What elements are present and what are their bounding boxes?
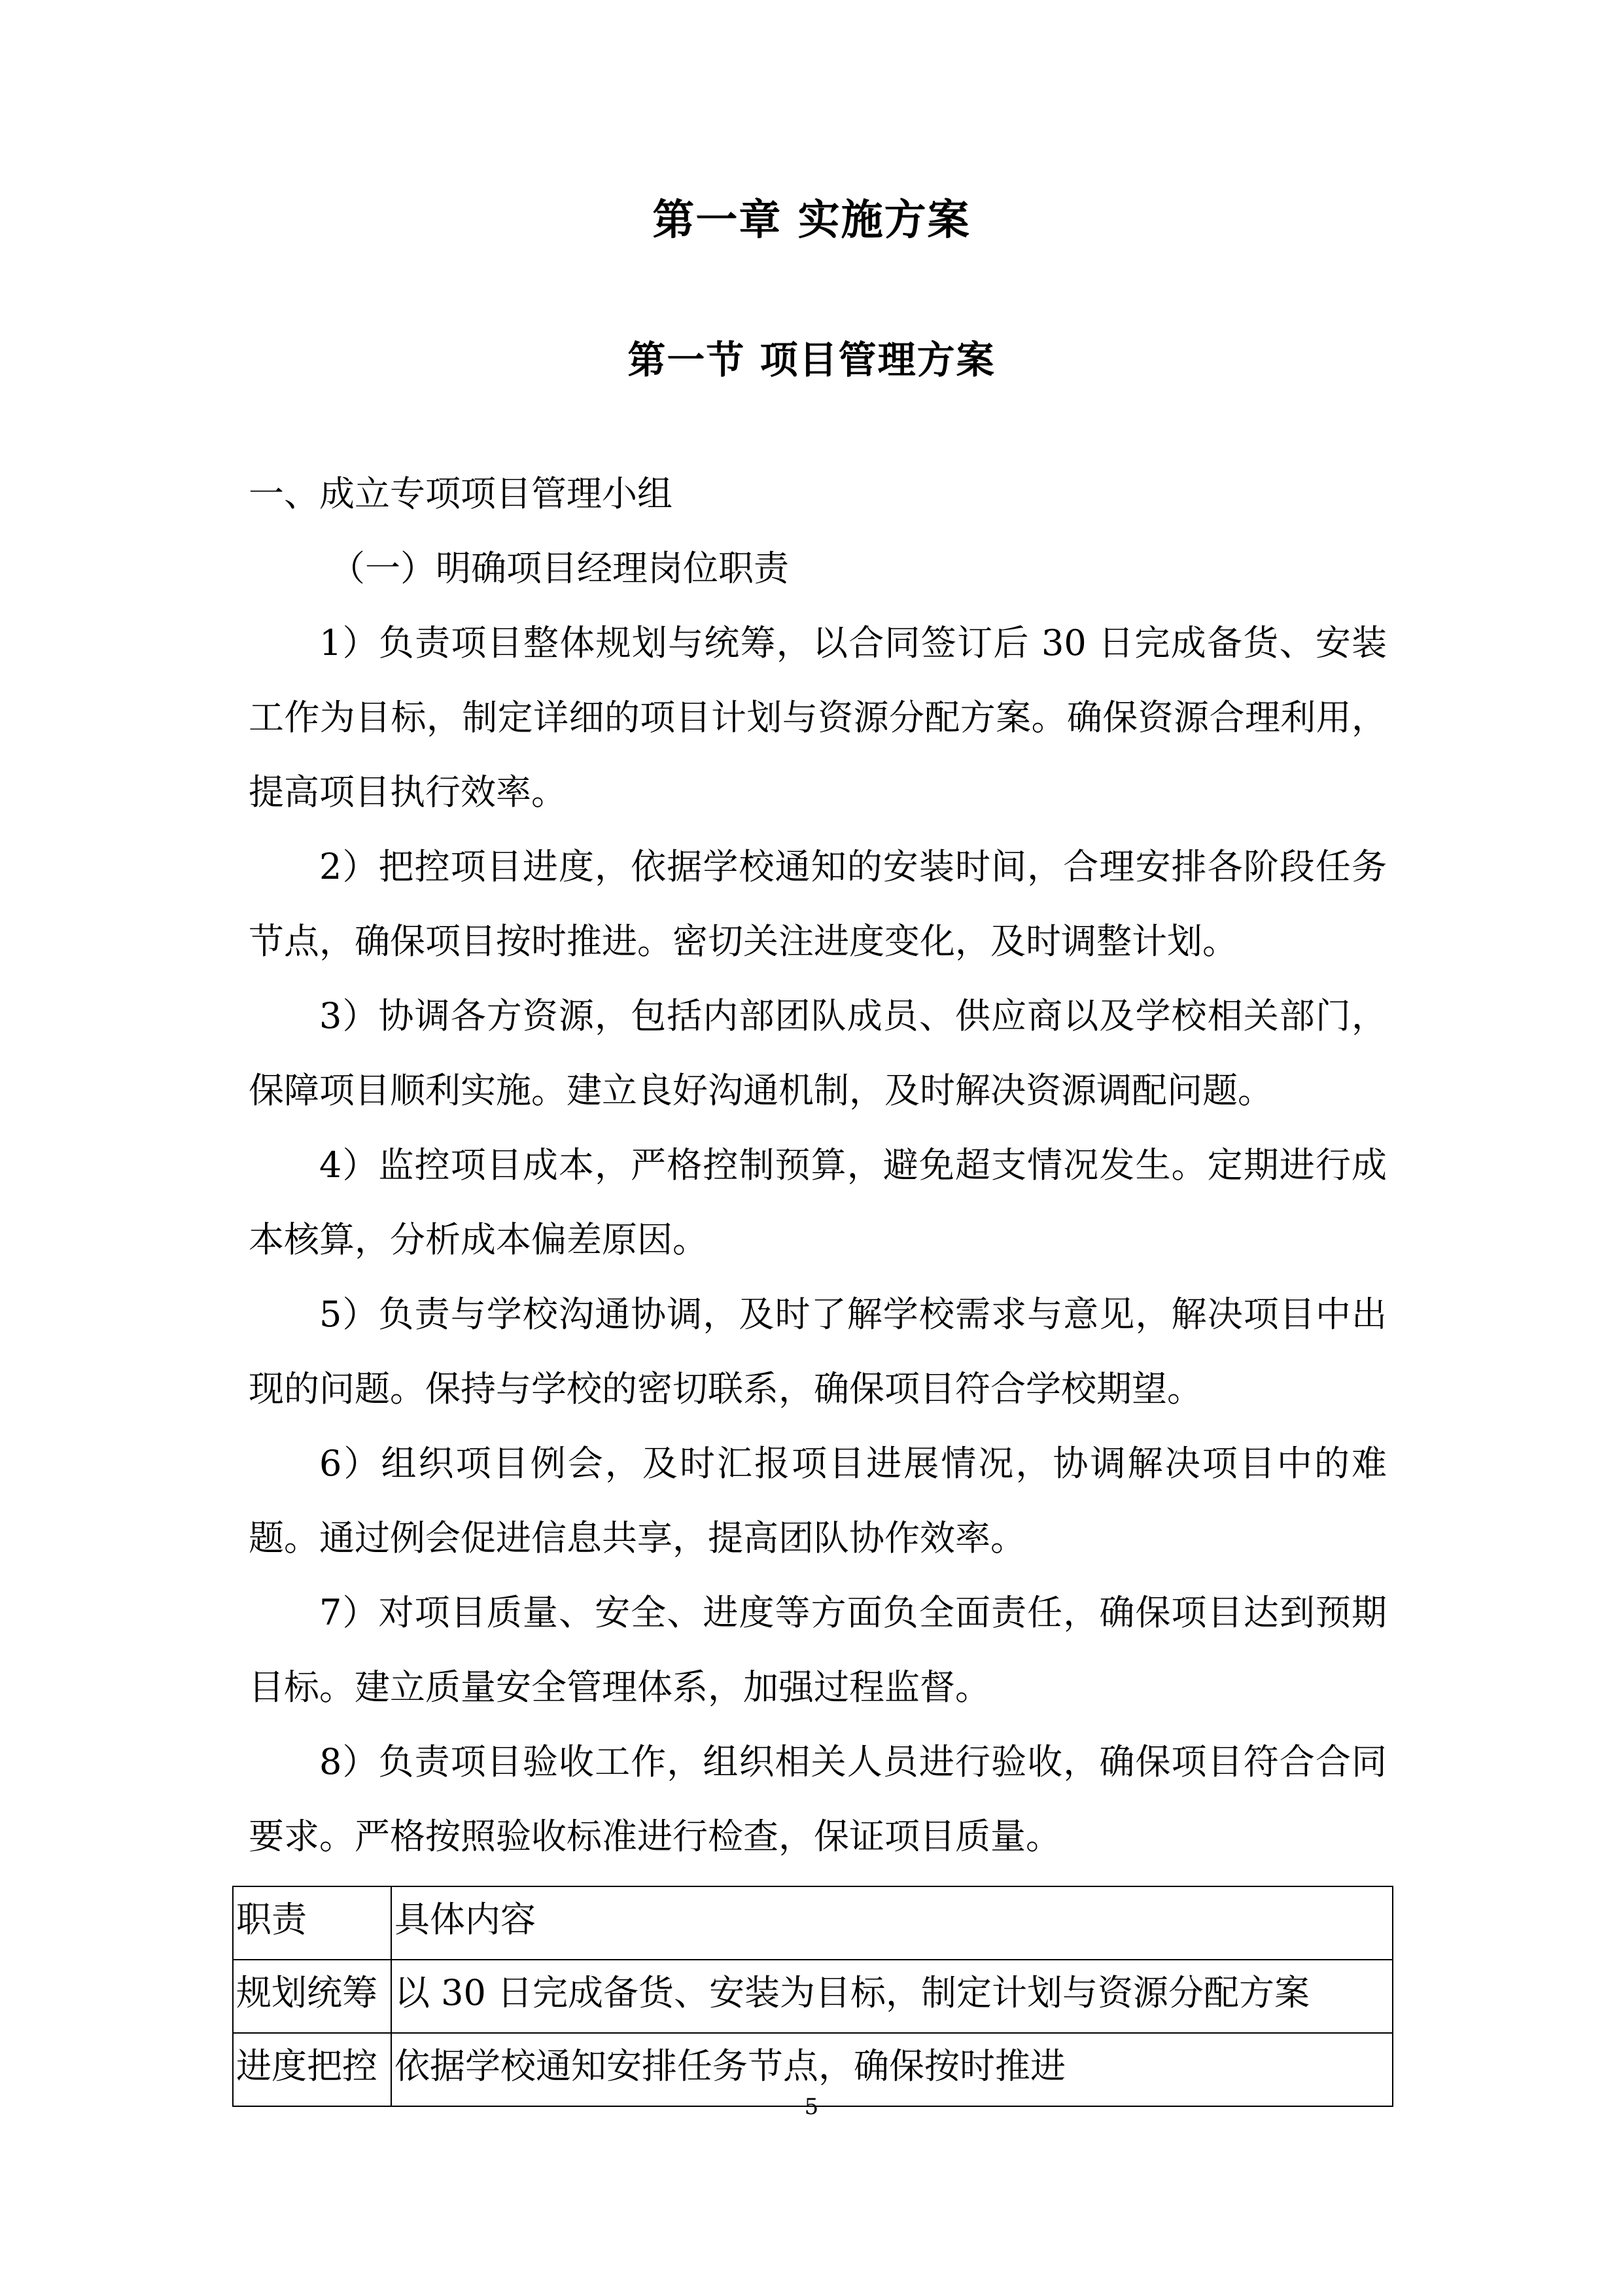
paragraph-2: 2）把控项目进度，依据学校通知的安装时间，合理安排各阶段任务节点，确保项目按时推进。密切关注进度变化，及时调整计划。	[249, 846, 1387, 962]
chapter-title: 第一章 实施方案	[652, 196, 971, 245]
table-cell: 规划统筹	[233, 1960, 391, 2033]
table-cell: 依据学校通知安排任务节点，确保按时推进	[391, 2033, 1393, 2106]
paragraph-5: 5）负责与学校沟通协调，及时了解学校需求与意见，解决项目中出现的问题。保持与学校的密切联系，确保项目符合学校期望。	[249, 1294, 1387, 1409]
body-text	[249, 457, 1387, 1874]
paragraph-6: 6）组织项目例会，及时汇报项目进展情况，协调解决项目中的难题。通过例会促进信息共享，提高团队协作效率。	[249, 1443, 1387, 1559]
paragraph-1: 1）负责项目整体规划与统筹，以合同签订后 30 日完成备货、安装工作为目标，制定详细的项目计划与资源分配方案。确保资源合理利用，提高项目执行效率。	[249, 622, 1387, 813]
paragraph-4: 4）监控项目成本，严格控制预算，避免超支情况发生。定期进行成本核算，分析成本偏差原因。	[249, 1144, 1387, 1260]
heading-level-2: （一）明确项目经理岗位职责	[330, 548, 789, 589]
section-title: 第一节 项目管理方案	[627, 338, 996, 382]
table-cell: 进度把控	[233, 2033, 391, 2106]
table-header-cell: 具体内容	[391, 1886, 1393, 1960]
table-header-cell: 职责	[233, 1886, 391, 1960]
page-number: 5	[804, 2094, 819, 2120]
table-header-row	[233, 1886, 1393, 1960]
duty-table	[232, 1886, 1393, 2107]
table-cell: 以 30 日完成备货、安装为目标，制定计划与资源分配方案	[391, 1960, 1393, 2033]
table-row	[233, 1960, 1393, 2033]
paragraph-7: 7）对项目质量、安全、进度等方面负全面责任，确保项目达到预期目标。建立质量安全管理体系，加强过程监督。	[249, 1592, 1387, 1708]
paragraph-3: 3）协调各方资源，包括内部团队成员、供应商以及学校相关部门，保障项目顺利实施。建立良好沟通机制，及时解决资源调配问题。	[249, 995, 1387, 1111]
paragraph-8: 8）负责项目验收工作，组织相关人员进行验收，确保项目符合合同要求。严格按照验收标准进行检查，保证项目质量。	[249, 1741, 1387, 1857]
heading-level-1: 一、成立专项项目管理小组	[249, 473, 672, 514]
